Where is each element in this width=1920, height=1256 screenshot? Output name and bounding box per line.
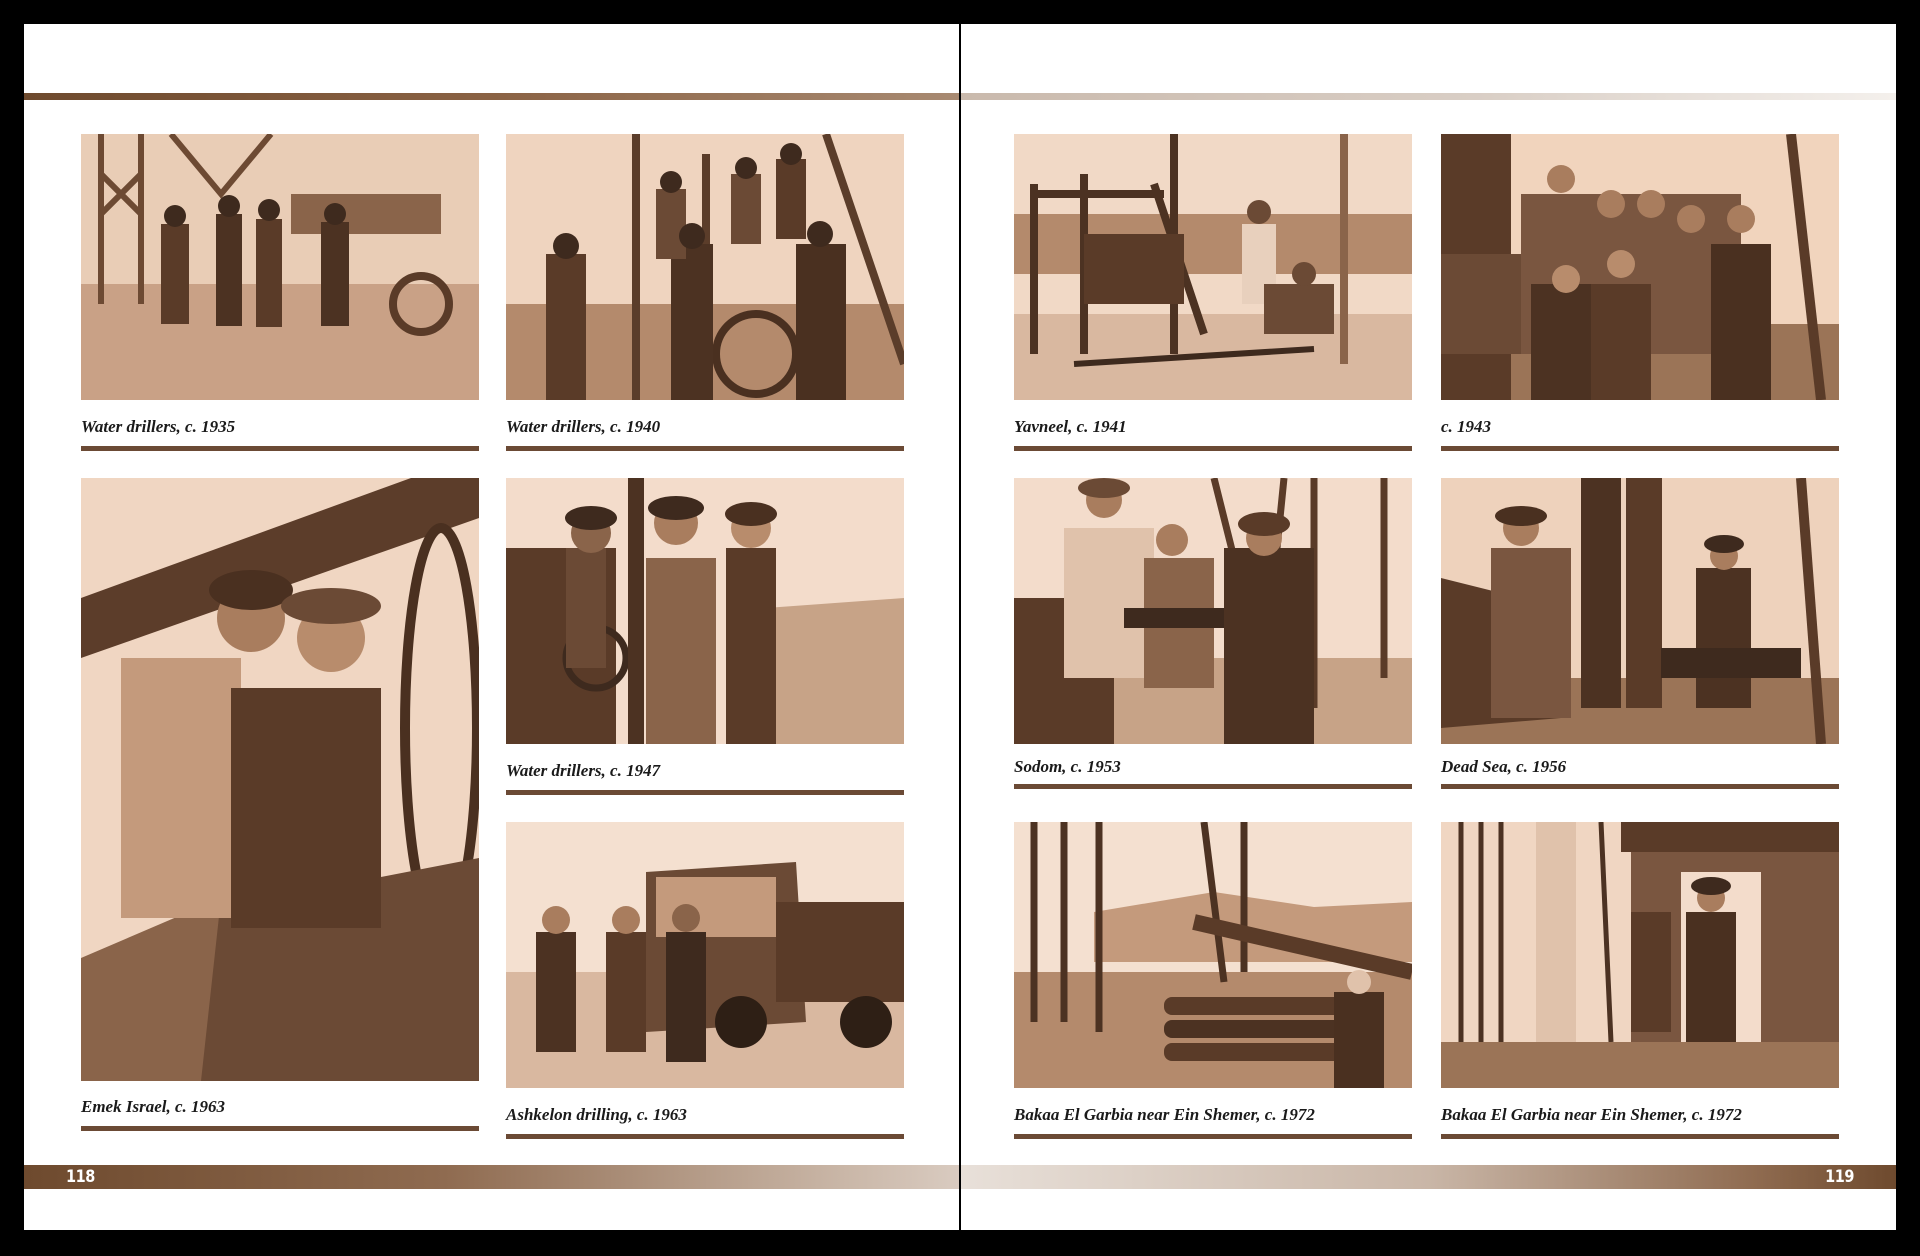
- photo-item: [81, 478, 479, 1160]
- caption-rule: [1014, 1134, 1412, 1139]
- photo-caption: Water drillers, c. 1940: [506, 417, 661, 436]
- photo-item: [1014, 822, 1412, 1168]
- photo-item: [1014, 478, 1412, 824]
- photo-caption: c. 1943: [1441, 417, 1492, 436]
- caption-rule: [81, 1126, 479, 1131]
- caption-rule: [1441, 784, 1839, 789]
- caption-rule: [506, 446, 904, 451]
- photo: [506, 478, 904, 744]
- photo-item: [81, 134, 479, 480]
- photo: [1014, 822, 1412, 1088]
- photo-item: [1441, 478, 1839, 824]
- caption-rule: [81, 446, 479, 451]
- left-page: [24, 24, 959, 1230]
- photo-caption: Bakaa El Garbia near Ein Shemer, c. 1972: [1014, 1105, 1315, 1124]
- caption-rule: [1441, 1134, 1839, 1139]
- photo: [81, 134, 479, 400]
- photo-caption: Water drillers, c. 1947: [506, 761, 661, 780]
- photo: [506, 822, 904, 1088]
- photo: [1441, 478, 1839, 744]
- photo: [1441, 134, 1839, 400]
- photo: [1014, 134, 1412, 400]
- top-rule: [961, 93, 1896, 100]
- photo: [1441, 822, 1839, 1088]
- photo-item: [1014, 134, 1412, 480]
- photo-caption: Sodom, c. 1953: [1014, 757, 1121, 776]
- photo-caption: Water drillers, c. 1935: [81, 417, 236, 436]
- right-page: [961, 24, 1896, 1230]
- top-rule: [24, 93, 959, 100]
- photo-item: [506, 822, 904, 1168]
- page-number: 119: [1825, 1167, 1854, 1187]
- photo-caption: Emek Israel, c. 1963: [81, 1097, 226, 1116]
- caption-rule: [506, 1134, 904, 1139]
- caption-rule: [1014, 446, 1412, 451]
- photo: [506, 134, 904, 400]
- photo: [81, 478, 479, 1081]
- caption-rule: [1014, 784, 1412, 789]
- photo: [1014, 478, 1412, 744]
- photo-item: [1441, 134, 1839, 480]
- footer-bar: [24, 1165, 959, 1189]
- photo-item: [506, 134, 904, 480]
- page-number: 118: [66, 1167, 95, 1187]
- photo-caption: Ashkelon drilling, c. 1963: [506, 1105, 687, 1124]
- caption-rule: [1441, 446, 1839, 451]
- photo-caption: Dead Sea, c. 1956: [1441, 757, 1567, 776]
- caption-rule: [506, 790, 904, 795]
- photo-item: [1441, 822, 1839, 1168]
- photo-caption: Bakaa El Garbia near Ein Shemer, c. 1972: [1441, 1105, 1742, 1124]
- photo-caption: Yavneel, c. 1941: [1014, 417, 1127, 436]
- footer-bar: [961, 1165, 1896, 1189]
- photo-item: [506, 478, 904, 824]
